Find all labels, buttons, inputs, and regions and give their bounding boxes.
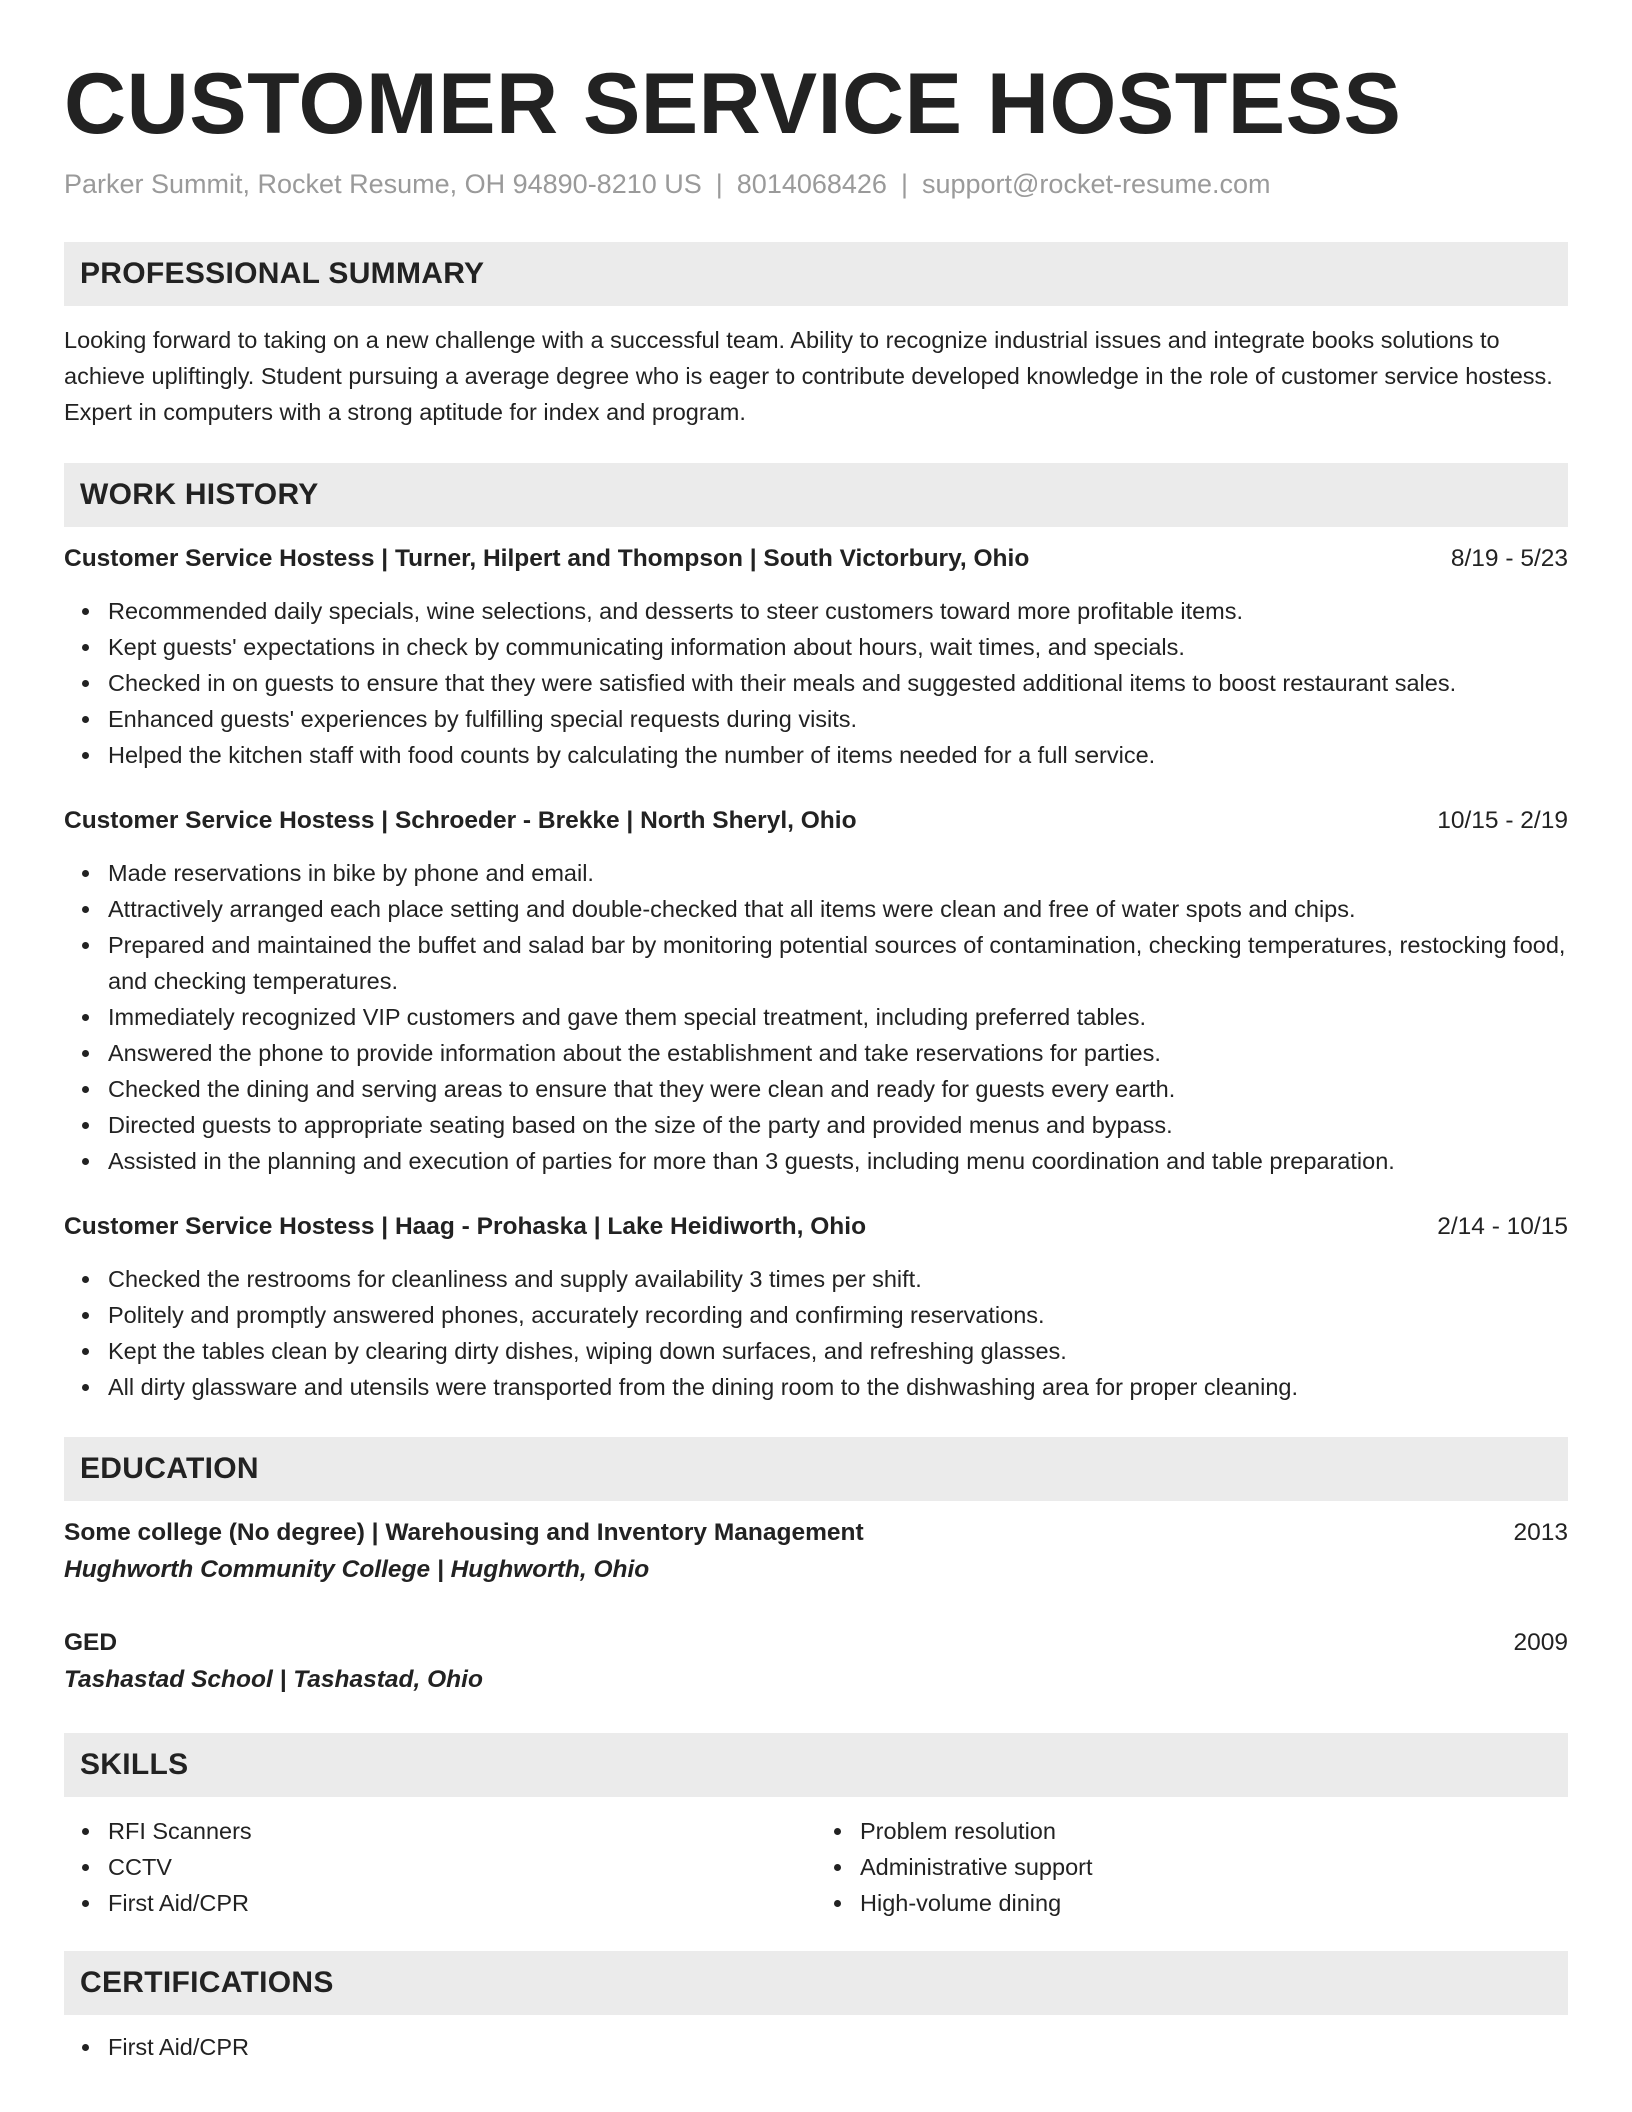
section-heading-education: EDUCATION [64,1437,1568,1501]
skill-item: Administrative support [860,1849,1568,1885]
job-entry [64,541,1568,773]
list-item: Kept guests' expectations in check by communicating information about hours, wait times, and specials. [108,629,1568,665]
job-header [64,541,1568,577]
list-item: Politely and promptly answered phones, accurately recording and confirming reservations. [108,1297,1568,1333]
contact-separator: | [715,169,723,199]
job-duties [64,1261,1568,1405]
list-item: Checked in on guests to ensure that they were satisfied with their meals and suggested additional items to boost restaurant sales. [108,665,1568,701]
contact-phone: 8014068426 [736,169,887,199]
skills-list [64,1813,1568,1921]
education-entry [64,1515,1568,1589]
job-title: Customer Service Hostess | Haag - Prohaska | Lake Heidiworth, Ohio [64,1213,867,1240]
contact-separator: | [900,169,908,199]
contact-line [64,166,1568,202]
list-item: Helped the kitchen staff with food counts by calculating the number of items needed for a full service. [108,737,1568,773]
education-school: Tashastad School | Tashastad, Ohio [64,1666,483,1693]
education-school: Hughworth Community College | Hughworth, Ohio [64,1556,650,1583]
skills-column-left [64,1813,816,1921]
section-heading-work-history: WORK HISTORY [64,463,1568,527]
skill-item: CCTV [108,1849,816,1885]
job-dates: 10/15 - 2/19 [1437,807,1568,834]
job-dates: 2/14 - 10/15 [1437,1213,1568,1240]
list-item: Kept the tables clean by clearing dirty dishes, wiping down surfaces, and refreshing glasses. [108,1333,1568,1369]
job-entry [64,1209,1568,1405]
skill-item: Problem resolution [860,1813,1568,1849]
skill-item: RFI Scanners [108,1813,816,1849]
job-duties [64,593,1568,773]
contact-address: Parker Summit, Rocket Resume, OH 94890-8210 US [64,169,702,199]
education-year: 2013 [1513,1519,1568,1546]
job-header [64,1209,1568,1245]
summary-text: Looking forward to taking on a new challenge with a successful team. Ability to recognize industrial issues and integrate books solutions to achieve upliftingly. Student pursuing a average degree who is eager to contribute developed knowledge in the role of customer service hostess. Expert in computers with a strong aptitude for index and program. [64,327,1553,425]
resume-title: CUSTOMER SERVICE HOSTESS [64,56,1402,152]
list-item: Made reservations in bike by phone and email. [108,855,1568,891]
skill-item: High-volume dining [860,1885,1568,1921]
list-item: Checked the dining and serving areas to ensure that they were clean and ready for guests every earth. [108,1071,1568,1107]
job-title: Customer Service Hostess | Turner, Hilpert and Thompson | South Victorbury, Ohio [64,545,1030,572]
education-degree: Some college (No degree) | Warehousing and Inventory Management [64,1519,864,1546]
list-item: Enhanced guests' experiences by fulfilling special requests during visits. [108,701,1568,737]
education-header [64,1515,1568,1551]
section-heading-skills: SKILLS [64,1733,1568,1797]
certification-item: First Aid/CPR [108,2029,1568,2065]
list-item: Assisted in the planning and execution of parties for more than 3 guests, including menu coordination and table preparation. [108,1143,1568,1179]
job-title: Customer Service Hostess | Schroeder - Brekke | North Sheryl, Ohio [64,807,857,834]
list-item: All dirty glassware and utensils were transported from the dining room to the dishwashing area for proper cleaning. [108,1369,1568,1405]
list-item: Checked the restrooms for cleanliness and supply availability 3 times per shift. [108,1261,1568,1297]
education-year: 2009 [1513,1629,1568,1656]
job-dates: 8/19 - 5/23 [1450,545,1568,572]
education-header [64,1625,1568,1661]
job-header [64,803,1568,839]
list-item: Directed guests to appropriate seating based on the size of the party and provided menus and bypass. [108,1107,1568,1143]
skill-item: First Aid/CPR [108,1885,816,1921]
education-entry [64,1625,1568,1699]
list-item: Prepared and maintained the buffet and salad bar by monitoring potential sources of contamination, checking temperatures, restocking food, and checking temperatures. [108,927,1568,999]
contact-email[interactable]: support@rocket-resume.com [921,169,1271,199]
section-heading-certifications: CERTIFICATIONS [64,1951,1568,2015]
job-entry [64,803,1568,1179]
list-item: Answered the phone to provide information about the establishment and take reservations for parties. [108,1035,1568,1071]
job-duties [64,855,1568,1179]
list-item: Recommended daily specials, wine selections, and desserts to steer customers toward more profitable items. [108,593,1568,629]
skills-column-right [816,1813,1568,1921]
list-item: Attractively arranged each place setting and double-checked that all items were clean and free of water spots and chips. [108,891,1568,927]
education-degree: GED [64,1629,118,1656]
certifications-list [64,2029,1568,2065]
section-heading-summary: PROFESSIONAL SUMMARY [64,242,1568,306]
list-item: Immediately recognized VIP customers and gave them special treatment, including preferred tables. [108,999,1568,1035]
